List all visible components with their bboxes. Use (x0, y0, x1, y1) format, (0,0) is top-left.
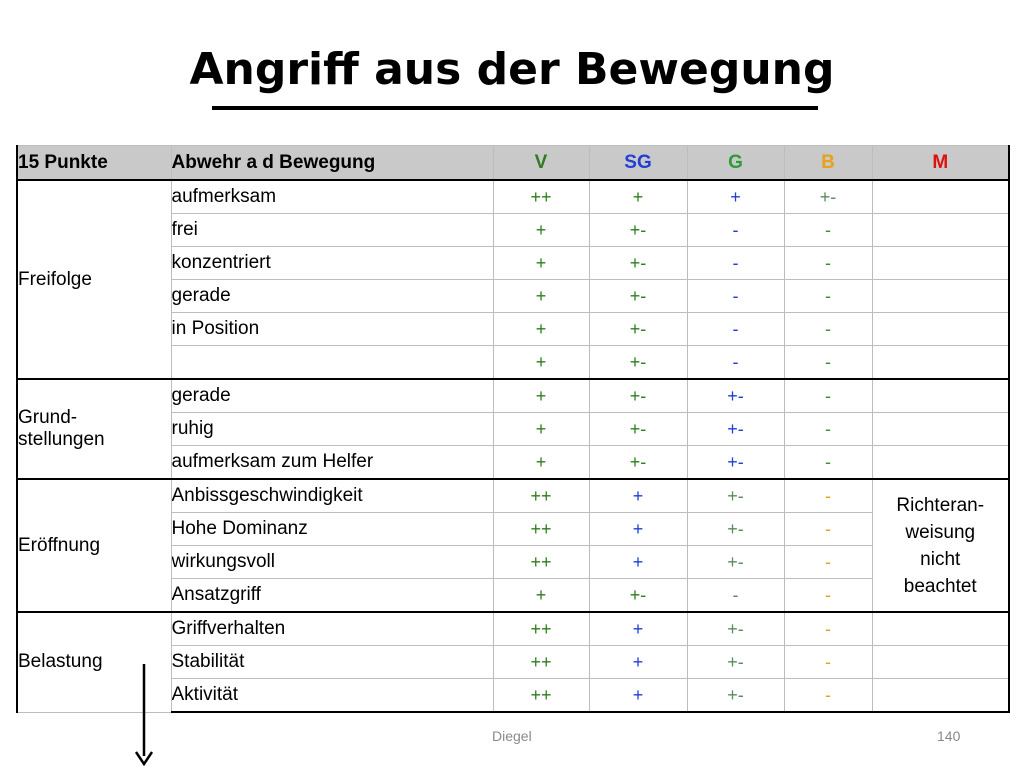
header-g: G (687, 146, 784, 181)
value-m (872, 679, 1009, 713)
value-sg: +- (589, 214, 687, 247)
value-b: - (784, 479, 872, 513)
footer-author: Diegel (492, 728, 532, 744)
value-v: ++ (493, 612, 589, 646)
note-cell (872, 479, 1009, 612)
value-m (872, 646, 1009, 679)
value-m (872, 247, 1009, 280)
value-sg: +- (589, 280, 687, 313)
value-m (872, 214, 1009, 247)
value-b: - (784, 379, 872, 413)
value-sg: + (589, 612, 687, 646)
value-sg: + (589, 513, 687, 546)
value-v: ++ (493, 546, 589, 579)
value-v: + (493, 379, 589, 413)
category-label: Grund- stellungen (18, 407, 105, 450)
value-sg: +- (589, 313, 687, 346)
value-v: + (493, 413, 589, 446)
criterion-cell: konzentriert (171, 247, 493, 280)
value-g: +- (687, 646, 784, 679)
value-b: - (784, 446, 872, 480)
value-b: - (784, 346, 872, 380)
value-b: - (784, 612, 872, 646)
value-v: + (493, 247, 589, 280)
category-grundstellungen (17, 379, 171, 479)
value-sg: +- (589, 446, 687, 480)
value-v: + (493, 280, 589, 313)
criterion-cell: ruhig (171, 413, 493, 446)
value-g: - (687, 346, 784, 380)
value-v: ++ (493, 180, 589, 214)
value-b: - (784, 413, 872, 446)
value-v: ++ (493, 513, 589, 546)
criterion-cell: frei (171, 214, 493, 247)
value-sg: + (589, 646, 687, 679)
value-b: +- (784, 180, 872, 214)
value-m (872, 446, 1009, 480)
header-points: 15 Punkte (17, 146, 171, 181)
table-row (17, 379, 1009, 413)
value-b: - (784, 579, 872, 613)
category-belastung: Belastung (17, 612, 171, 712)
value-g: +- (687, 479, 784, 513)
table-row (17, 479, 1009, 513)
value-b: - (784, 546, 872, 579)
value-sg: + (589, 479, 687, 513)
value-b: - (784, 247, 872, 280)
value-g: +- (687, 513, 784, 546)
value-g: +- (687, 679, 784, 713)
value-b: - (784, 214, 872, 247)
value-g: +- (687, 612, 784, 646)
value-v: ++ (493, 679, 589, 713)
value-sg: +- (589, 413, 687, 446)
header-sg: SG (589, 146, 687, 181)
value-v: + (493, 579, 589, 613)
value-g: +- (687, 413, 784, 446)
value-sg: +- (589, 379, 687, 413)
value-m (872, 180, 1009, 214)
value-m (872, 413, 1009, 446)
value-v: + (493, 214, 589, 247)
value-g: - (687, 280, 784, 313)
value-g: - (687, 313, 784, 346)
value-v: ++ (493, 646, 589, 679)
value-m (872, 612, 1009, 646)
page-number: 140 (937, 728, 961, 744)
criterion-cell: aufmerksam zum Helfer (171, 446, 493, 480)
value-b: - (784, 646, 872, 679)
criterion-cell: aufmerksam (171, 180, 493, 214)
value-m (872, 346, 1009, 380)
criterion-cell (171, 346, 493, 380)
value-b: - (784, 313, 872, 346)
title-underline (212, 106, 818, 110)
value-g: +- (687, 446, 784, 480)
header-m: M (872, 146, 1009, 181)
criterion-cell: wirkungsvoll (171, 546, 493, 579)
value-m (872, 280, 1009, 313)
value-m (872, 379, 1009, 413)
criterion-cell: Anbissgeschwindigkeit (171, 479, 493, 513)
value-b: - (784, 513, 872, 546)
value-g: - (687, 214, 784, 247)
criterion-cell: Stabilität (171, 646, 493, 679)
criterion-cell: gerade (171, 280, 493, 313)
table-row (17, 612, 1009, 646)
note-richteranweisung: Richteran- weisung nicht beachtet (896, 494, 985, 597)
value-g: + (687, 180, 784, 214)
value-sg: + (589, 546, 687, 579)
value-v: + (493, 313, 589, 346)
value-b: - (784, 280, 872, 313)
value-m (872, 313, 1009, 346)
value-sg: +- (589, 579, 687, 613)
criterion-cell: Hohe Dominanz (171, 513, 493, 546)
category-freifolge: Freifolge (17, 180, 171, 379)
table-header-row (17, 146, 1009, 181)
value-v: + (493, 446, 589, 480)
value-sg: +- (589, 346, 687, 380)
value-g: +- (687, 546, 784, 579)
criterion-cell: Griffverhalten (171, 612, 493, 646)
header-b: B (784, 146, 872, 181)
value-g: - (687, 247, 784, 280)
criterion-cell: Ansatzgriff (171, 579, 493, 613)
header-criteria: Abwehr a d Bewegung (171, 146, 493, 181)
header-v: V (493, 146, 589, 181)
value-sg: + (589, 180, 687, 214)
value-b: - (784, 679, 872, 713)
value-sg: +- (589, 247, 687, 280)
slide-title: Angriff aus der Bewegung (189, 44, 835, 95)
criterion-cell: in Position (171, 313, 493, 346)
criterion-cell: Aktivität (171, 679, 493, 713)
scoring-table (16, 145, 1010, 713)
value-v: ++ (493, 479, 589, 513)
category-eroeffnung: Eröffnung (17, 479, 171, 612)
value-g: +- (687, 379, 784, 413)
criterion-cell: gerade (171, 379, 493, 413)
arrow-down-icon (134, 664, 154, 768)
value-g: - (687, 579, 784, 613)
value-sg: + (589, 679, 687, 713)
table-row (17, 180, 1009, 214)
value-v: + (493, 346, 589, 380)
